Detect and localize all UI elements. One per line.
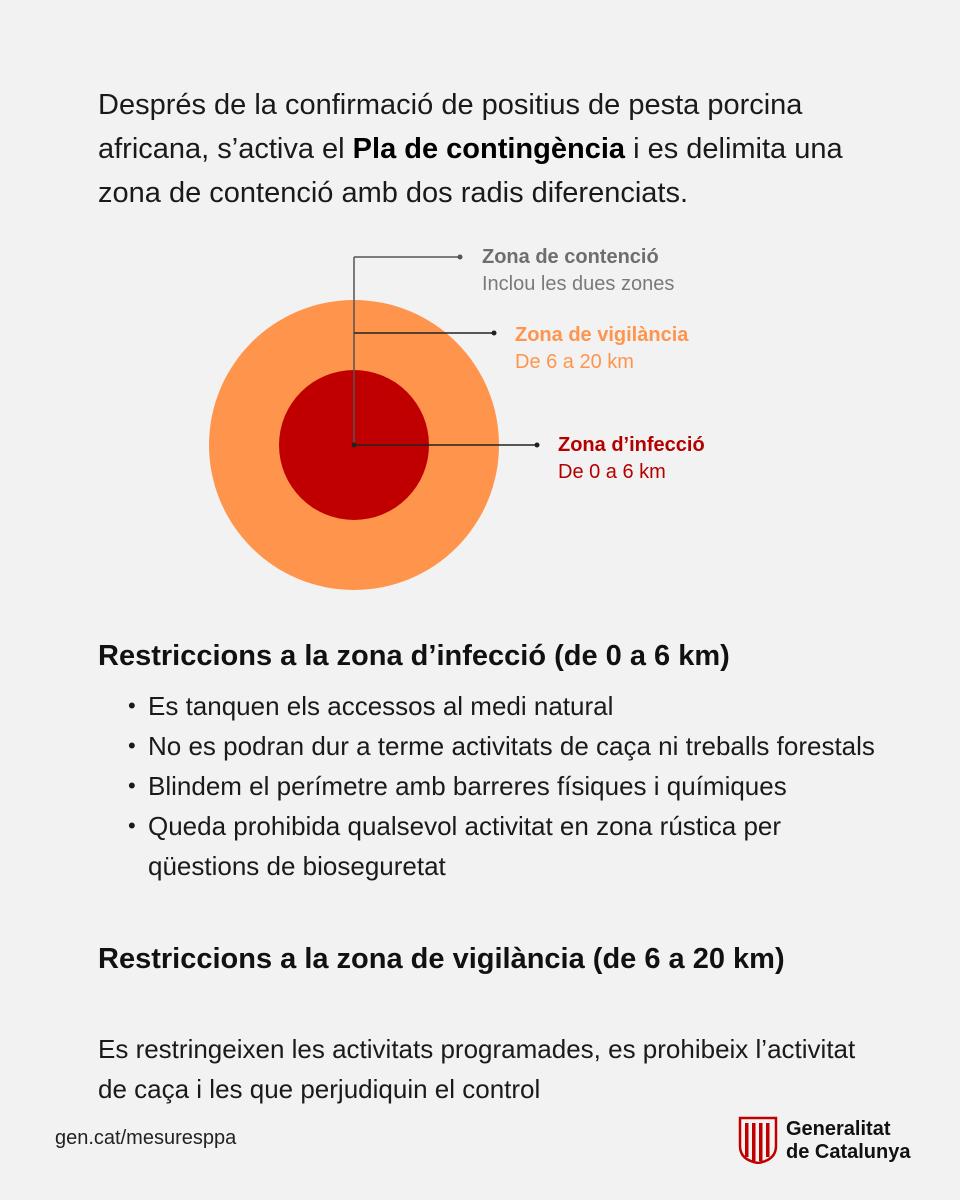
intro-text-start: Després de la confirmació de positius de pesta porcina africana, s’activa el [98,89,803,165]
surveillance-leader-dot [492,331,497,336]
bullet-icon: • [128,773,136,798]
surveillance-restrictions-text: Es restringeixen les activitats programades, es prohibeix l’activitat de caça i les que perjudiquin el control [98,1034,856,1104]
logo-line-1: Generalitat [786,1118,891,1140]
containment-leader-dot [458,255,463,260]
surveillance-restrictions-heading: Restriccions a la zona de vigilància (de 6 a 20 km) [98,943,785,975]
intro-paragraph [98,83,878,215]
zones-diagram-graphic [0,230,960,610]
generalitat-logo [738,1116,928,1166]
center-dot [352,443,357,448]
bullet-icon: • [128,693,136,718]
surveillance-zone-title: Zona de vigilància [515,324,689,346]
generalitat-logo-text [786,1118,910,1164]
generalitat-emblem-icon [738,1116,778,1164]
bullet-icon: • [128,813,136,838]
list-item [128,766,888,806]
infection-leader-dot [535,443,540,448]
list-item [128,806,888,886]
containment-zone-label [482,244,674,298]
intro-text-end: i es delimita una zona de contenció amb dos radis diferenciats. [98,133,843,209]
infection-restrictions-heading: Restriccions a la zona d’infecció (de 0 a 6 km) [98,640,730,672]
containment-zone-title: Zona de contenció [482,246,659,268]
logo-line-2: de Catalunya [786,1141,911,1163]
bullet-icon: • [128,733,136,758]
list-item-text: Es tanquen els accessos al medi natural [148,691,614,721]
containment-zone-subtitle: Inclou les dues zones [482,273,675,295]
list-item-text: Blindem el perímetre amb barreres físiques i químiques [148,771,787,801]
list-item [128,686,888,726]
infection-zone-subtitle: De 0 a 6 km [558,461,666,483]
footer-url-link[interactable]: gen.cat/mesuresppa [55,1127,237,1149]
infection-zone-label [558,432,705,486]
surveillance-zone-label [515,322,688,376]
list-item-text: No es podran dur a terme activitats de caça ni treballs forestals [148,731,875,761]
list-item-text: Queda prohibida qualsevol activitat en zona rústica per qüestions de bioseguretat [148,811,782,881]
surveillance-zone-subtitle: De 6 a 20 km [515,351,634,373]
zones-diagram [0,230,960,610]
infection-zone-title: Zona d’infecció [558,434,705,456]
infection-restrictions-list [128,686,888,886]
list-item [128,726,888,766]
intro-bold-plan: Pla de contingència [352,133,626,165]
